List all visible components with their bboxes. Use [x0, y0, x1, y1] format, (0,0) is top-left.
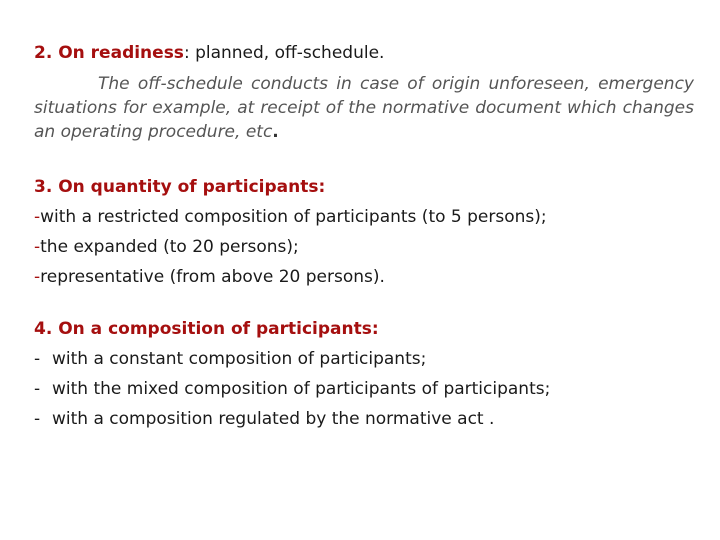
section-2-paragraph — [34, 72, 694, 144]
bullet-dash: - — [34, 267, 41, 287]
section-4-item-text: with a constant composition of participants; — [52, 349, 427, 369]
section-3-item — [34, 262, 694, 292]
slide-content — [34, 38, 694, 434]
spacer — [34, 292, 694, 314]
section-4-item — [34, 404, 694, 434]
section-3-heading-colon: : — [318, 177, 326, 197]
section-2-heading: 2. On readiness — [34, 43, 184, 63]
bullet-dash: - — [34, 409, 41, 429]
section-3-heading: 3. On quantity of participants — [34, 177, 319, 197]
section-4-item — [34, 344, 694, 374]
section-4-item — [34, 374, 694, 404]
section-3-item-text: with a restricted composition of participants (to 5 persons); — [40, 207, 547, 227]
section-3-item-text: the expanded (to 20 persons); — [40, 237, 299, 257]
section-4-item-text: with the mixed composition of participants of participants; — [52, 379, 551, 399]
bullet-dash: - — [34, 349, 41, 369]
section-3-item — [34, 232, 694, 262]
section-2-paragraph-text: The off-schedule conducts in case of origin unforeseen, emergency situations for example, at receipt of the normative document which changes an operating procedure, etc — [34, 74, 694, 142]
section-2-paragraph-end: . — [272, 122, 279, 142]
section-4-item-text: with a composition regulated by the normative act . — [52, 409, 495, 429]
bullet-dash: - — [34, 379, 41, 399]
bullet-dash: - — [34, 237, 41, 257]
section-2-heading-line — [34, 38, 694, 68]
section-4-heading: 4. On a composition of participants: — [34, 319, 379, 339]
bullet-dash: - — [34, 207, 41, 227]
spacer — [34, 144, 694, 172]
section-3-item — [34, 202, 694, 232]
section-4-heading-line — [34, 314, 694, 344]
section-3-item-text: representative (from above 20 persons). — [40, 267, 385, 287]
section-3-heading-line — [34, 172, 694, 202]
section-2-heading-suffix: : planned, off-schedule. — [183, 43, 385, 63]
